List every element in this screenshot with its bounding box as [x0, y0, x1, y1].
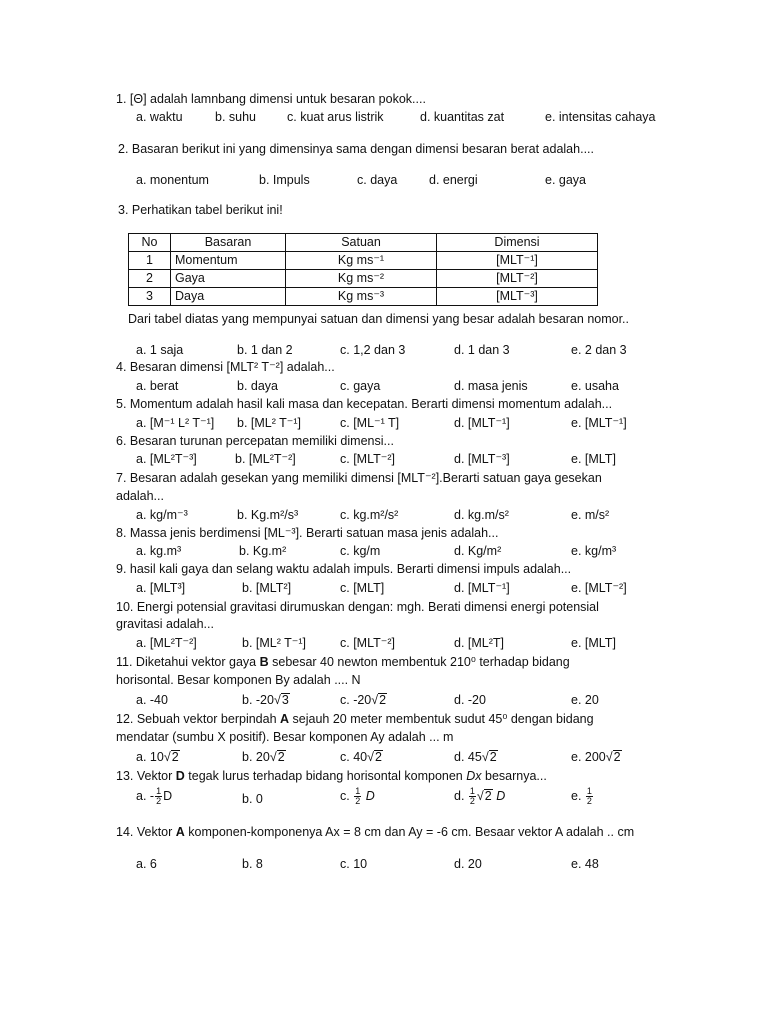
q13-text: 13. Vektor D tegak lurus terhadap bidang horisontal komponen Dx besarnya...: [116, 769, 547, 783]
q4-option-a: a. berat: [136, 379, 179, 393]
q13-option-d: d. $\frac{1}{2}$ √2 D: [454, 786, 506, 806]
q2-option-e: e. gaya: [545, 173, 587, 187]
q2-text: 2. Basaran berikut ini yang dimensinya sama dengan dimensi besaran berat adalah....: [118, 142, 594, 156]
table-header-cell: Dimensi: [437, 234, 598, 252]
q10-option-c: c. [MLT⁻²]: [340, 636, 395, 650]
q8-option-a: a. kg.m³: [136, 544, 182, 558]
table-cell: 3: [129, 288, 171, 306]
table-cell: Kg ms⁻³: [286, 288, 437, 306]
q6-option-c: c. [MLT⁻²]: [340, 452, 395, 466]
q1-option-b: b. suhu: [215, 110, 257, 124]
q4-option-e: e. usaha: [571, 379, 619, 393]
q12-option-a: a. 10√2: [136, 750, 179, 764]
q12-text-line1: 12. Sebuah vektor berpindah A sejauh 20 meter membentuk sudut 45⁰ dengan bidang: [116, 712, 594, 726]
q3-option-d: d. 1 dan 3: [454, 343, 510, 357]
q8-option-b: b. Kg.m²: [239, 544, 287, 558]
q10-text-line1: 10. Energi potensial gravitasi dirumuskan dengan: mgh. Berati dimensi energi potensial: [116, 600, 599, 614]
q11-option-c: c. -20√2: [340, 693, 387, 707]
table-cell: Momentum: [171, 252, 286, 270]
table-row: [129, 288, 598, 306]
q12-option-c: c. 40√2: [340, 750, 382, 764]
q10-option-a: a. [ML²T⁻²]: [136, 636, 197, 650]
q5-option-d: d. [MLT⁻¹]: [454, 416, 510, 430]
table-cell: [MLT⁻¹]: [437, 252, 598, 270]
table-row: [129, 270, 598, 288]
q13-option-a: a. - $\frac{1}{2}$ D: [136, 786, 173, 806]
q4-text: 4. Besaran dimensi [MLT² T⁻²] adalah...: [116, 360, 335, 374]
q10-text-line2: gravitasi adalah...: [116, 617, 214, 631]
q3-option-b: b. 1 dan 2: [237, 343, 293, 357]
q13-option-b: b. 0: [242, 792, 263, 806]
q13-option-c: c. $\frac{1}{2}$ D: [340, 786, 375, 806]
q2-option-b: b. Impuls: [259, 173, 310, 187]
q1-option-a: a. waktu: [136, 110, 183, 124]
q10-option-d: d. [ML²T]: [454, 636, 505, 650]
q3-text: 3. Perhatikan tabel berikut ini!: [118, 203, 283, 217]
table-header-cell: No: [129, 234, 171, 252]
q6-option-e: e. [MLT]: [571, 452, 616, 466]
q3-option-e: e. 2 dan 3: [571, 343, 627, 357]
table-cell: [MLT⁻²]: [437, 270, 598, 288]
q14-option-d: d. 20: [454, 857, 482, 871]
table-header-cell: Basaran: [171, 234, 286, 252]
table-cell: 2: [129, 270, 171, 288]
table-header-cell: Satuan: [286, 234, 437, 252]
q1-option-c: c. kuat arus listrik: [287, 110, 384, 124]
q7-option-d: d. kg.m/s²: [454, 508, 509, 522]
q4-option-d: d. masa jenis: [454, 379, 528, 393]
q3-option-c: c. 1,2 dan 3: [340, 343, 406, 357]
q4-option-c: c. gaya: [340, 379, 381, 393]
table-cell: Kg ms⁻²: [286, 270, 437, 288]
q1-option-e: e. intensitas cahaya: [545, 110, 656, 124]
q7-option-b: b. Kg.m²/s³: [237, 508, 299, 522]
q5-option-b: b. [ML² T⁻¹]: [237, 416, 302, 430]
table-row: [129, 252, 598, 270]
q12-option-d: d. 45√2: [454, 750, 497, 764]
q5-text: 5. Momentum adalah hasil kali masa dan kecepatan. Berarti dimensi momentum adalah...: [116, 397, 613, 411]
q7-option-e: e. m/s²: [571, 508, 610, 522]
q5-option-c: c. [ML⁻¹ T]: [340, 416, 400, 430]
table-header-row: [129, 234, 598, 252]
q14-option-e: e. 48: [571, 857, 599, 871]
q6-text: 6. Besaran turunan percepatan memiliki dimensi...: [116, 434, 394, 448]
q14-text: 14. Vektor A komponen-komponenya Ax = 8 cm dan Ay = -6 cm. Besaar vektor A adalah .. cm: [116, 825, 635, 839]
q8-option-e: e. kg/m³: [571, 544, 617, 558]
q12-option-b: b. 20√2: [242, 750, 285, 764]
q9-text: 9. hasil kali gaya dan selang waktu adalah impuls. Berarti dimensi impuls adalah...: [116, 562, 572, 576]
q7-option-a: a. kg/m⁻³: [136, 508, 188, 522]
q12-option-e: e. 200√2: [571, 750, 621, 764]
q8-option-d: d. Kg/m²: [454, 544, 502, 558]
q14-option-a: a. 6: [136, 857, 157, 871]
q10-option-b: b. [ML² T⁻¹]: [242, 636, 307, 650]
q6-option-a: a. [ML²T⁻³]: [136, 452, 197, 466]
q14-option-c: c. 10: [340, 857, 368, 871]
q1-text: 1. [Θ] adalah lamnbang dimensi untuk besaran pokok....: [116, 92, 426, 106]
table-cell: Gaya: [171, 270, 286, 288]
q1-option-d: d. kuantitas zat: [420, 110, 505, 124]
q2-option-a: a. monentum: [136, 173, 209, 187]
q10-option-e: e. [MLT]: [571, 636, 616, 650]
q5-option-a: a. [M⁻¹ L² T⁻¹]: [136, 416, 215, 430]
q2-option-c: c. daya: [357, 173, 398, 187]
q7-text-line2: adalah...: [116, 489, 164, 503]
q6-option-b: b. [ML²T⁻²]: [235, 452, 296, 466]
q11-text-line1: 11. Diketahui vektor gaya B sebesar 40 newton membentuk 210⁰ terhadap bidang: [116, 655, 570, 669]
q2-option-d: d. energi: [429, 173, 478, 187]
q14-option-b: b. 8: [242, 857, 263, 871]
q11-option-b: b. -20√3: [242, 693, 289, 707]
q7-option-c: c. kg.m²/s²: [340, 508, 399, 522]
table-cell: Kg ms⁻¹: [286, 252, 437, 270]
q7-text-line1: 7. Besaran adalah gesekan yang memiliki dimensi [MLT⁻²].Berarti satuan gaya gesekan: [116, 471, 602, 485]
q11-option-a: a. -40: [136, 693, 168, 707]
table-cell: 1: [129, 252, 171, 270]
q4-option-b: b. daya: [237, 379, 279, 393]
q9-option-e: e. [MLT⁻²]: [571, 581, 627, 595]
q6-option-d: d. [MLT⁻³]: [454, 452, 510, 466]
q12-text-line2: mendatar (sumbu X positif). Besar komponen Ay adalah ... m: [116, 730, 454, 744]
table-cell: [MLT⁻³]: [437, 288, 598, 306]
table-cell: Daya: [171, 288, 286, 306]
q8-option-c: c. kg/m: [340, 544, 381, 558]
q9-option-b: b. [MLT²]: [242, 581, 292, 595]
q11-text-line2: horisontal. Besar komponen By adalah .... N: [116, 673, 361, 687]
q11-option-e: e. 20: [571, 693, 599, 707]
q3-table: [128, 233, 598, 306]
q3-option-a: a. 1 saja: [136, 343, 184, 357]
q13-option-e: e. $\frac{1}{2}$: [571, 786, 592, 806]
q5-option-e: e. [MLT⁻¹]: [571, 416, 627, 430]
q11-option-d: d. -20: [454, 693, 486, 707]
q3-followup: Dari tabel diatas yang mempunyai satuan dan dimensi yang besar adalah besaran nomor..: [128, 312, 630, 326]
q8-text: 8. Massa jenis berdimensi [ML⁻³]. Berarti satuan masa jenis adalah...: [116, 526, 499, 540]
q9-option-d: d. [MLT⁻¹]: [454, 581, 510, 595]
q9-option-c: c. [MLT]: [340, 581, 385, 595]
q9-option-a: a. [MLT³]: [136, 581, 186, 595]
